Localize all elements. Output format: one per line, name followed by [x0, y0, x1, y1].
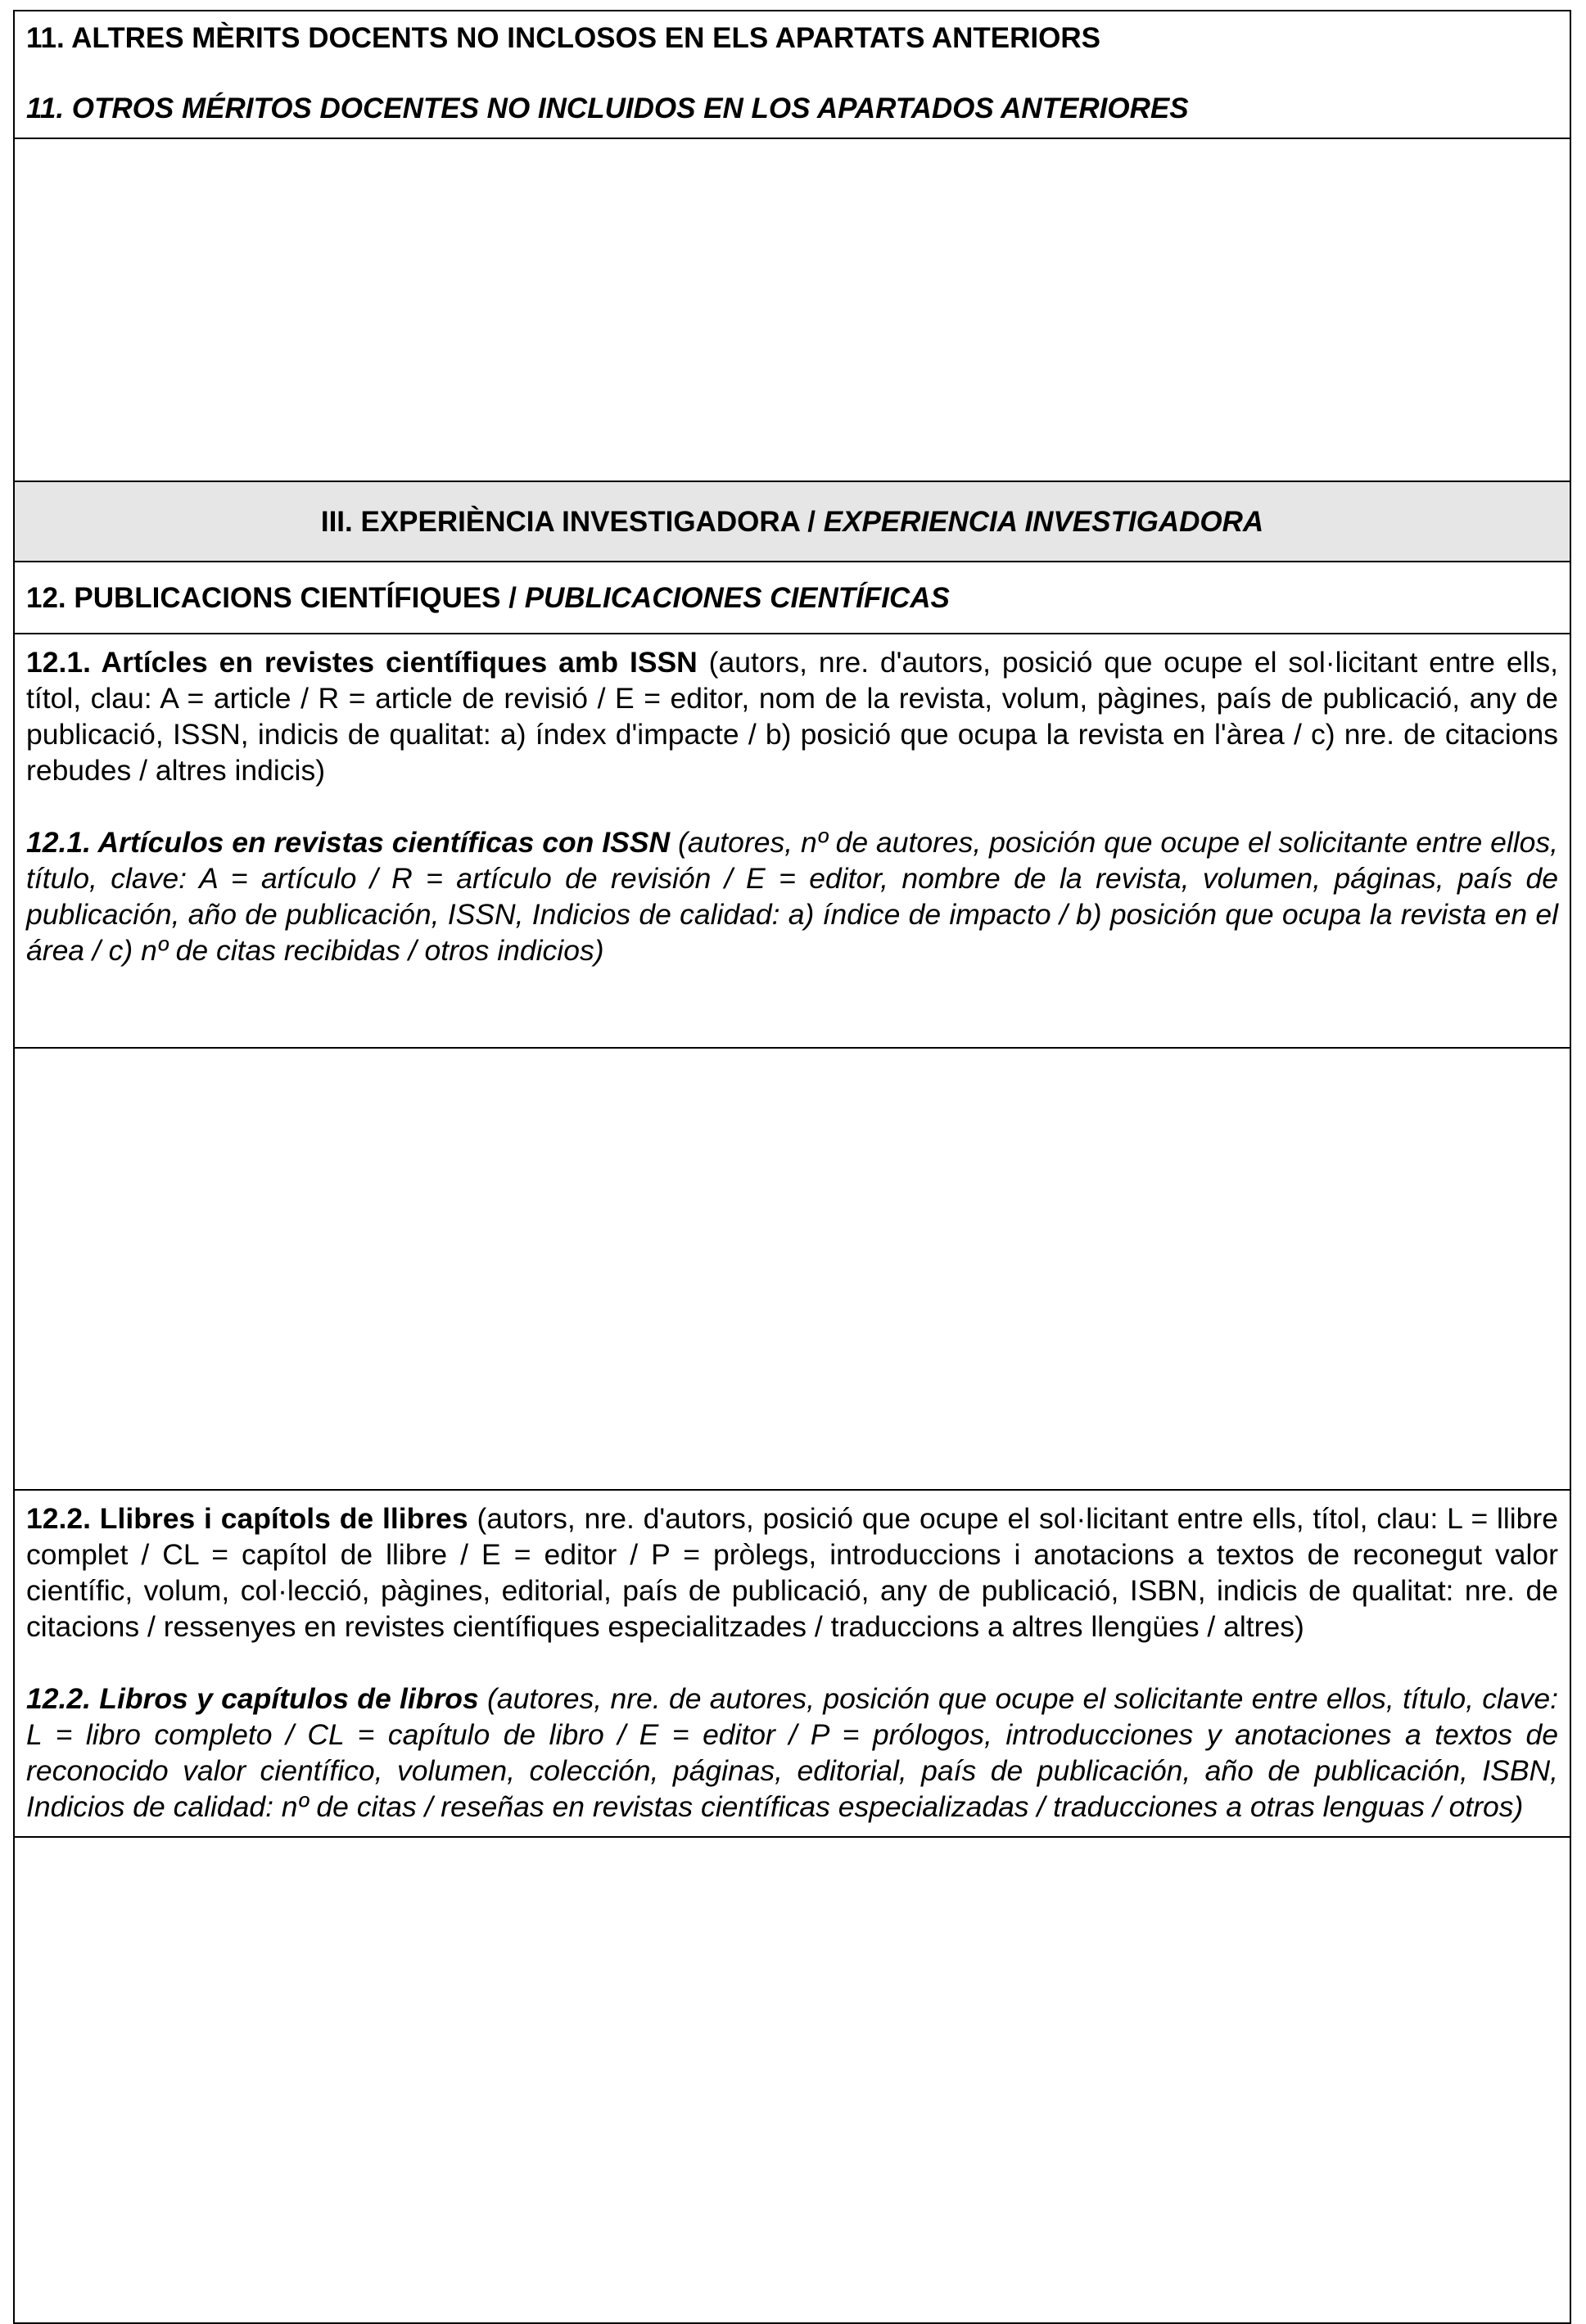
section-12-header	[15, 562, 1570, 634]
item-12-1-title-ca: 12.1. Artícles en revistes científiques amb ISSN	[26, 646, 698, 679]
item-12-1-input-area[interactable]	[15, 1049, 1570, 1491]
item-12-2-detail-es: (autores, nre. de autores, posición que ocupe el solicitante entre ellos, título, clave: L = libro completo / CL = capítulo de libro / E = editor / P = prólogos, introducciones y anotaciones a textos de reconocido valor científico, volumen, colección, páginas, editorial, país de publicación, año de publicación, ISBN, Indicios de calidad: nº de citas / reseñas en revistas científicas especializadas / traducciones a otras lenguas / otros)	[26, 1682, 1558, 1823]
section-iii-title-ca: III. EXPERIÈNCIA INVESTIGADORA /	[320, 506, 824, 538]
section-iii-header	[15, 482, 1570, 562]
section-11-input-area[interactable]	[15, 139, 1570, 482]
cv-form-table	[13, 10, 1571, 2324]
item-12-1-title-es: 12.1. Artículos en revistas científicas con ISSN	[26, 826, 671, 859]
item-12-2-title-ca: 12.2. Llibres i capítols de llibres	[26, 1502, 468, 1535]
item-12-1-detail-es: (autores, nº de autores, posición que ocupe el solicitante entre ellos, título, clave: A = artículo / R = artículo de revisión / E = editor, nombre de la revista, volumen, páginas, país de publicación, año de publicación, ISSN, Indicios de calidad: a) índice de impacto / b) posición que ocupa la revista en el área / c) nº de citas recibidas / otros indicios)	[26, 826, 1558, 967]
item-12-1-detail-ca: (autors, nre. d'autors, posició que ocupe el sol·licitant entre ells, títol, clau: A = article / R = article de revisió / E = editor, nom de la revista, volum, pàgines, país de publicació, any de publicació, ISSN, indicis de qualitat: a) índex d'impacte / b) posició que ocupa la revista en l'àrea / c) nre. de citacions rebudes / altres indicis)	[26, 646, 1558, 787]
item-12-1-text-ca	[26, 644, 1558, 788]
item-12-1-text-es	[26, 824, 1558, 968]
item-12-2-text-ca	[26, 1500, 1558, 1645]
section-11-header	[15, 11, 1570, 139]
item-12-1-description	[15, 634, 1570, 1049]
section-11-title-es: 11. OTROS MÉRITOS DOCENTES NO INCLUIDOS EN LOS APARTADOS ANTERIORES	[26, 93, 1189, 124]
section-12-title-es: PUBLICACIONES CIENTÍFICAS	[524, 582, 950, 614]
item-12-2-text-es	[26, 1681, 1558, 1825]
item-12-2-title-es: 12.2. Libros y capítulos de libros	[26, 1682, 479, 1715]
item-12-2-detail-ca: (autors, nre. d'autors, posició que ocupe el sol·licitant entre ells, títol, clau: L = llibre complet / CL = capítol de llibre / E = editor / P = pròlegs, introduccions i anotacions a textos de reconegut valor científic, volum, col·lecció, pàgines, editorial, país de publicació, any de publicació, ISBN, indicis de qualitat: nre. de citacions / ressenyes en revistes científiques especialitzades / traduccions a altres llengües / altres)	[26, 1502, 1558, 1643]
item-12-2-description	[15, 1491, 1570, 1838]
section-12-title-ca: 12. PUBLICACIONS CIENTÍFIQUES /	[26, 582, 525, 614]
item-12-2-input-area[interactable]	[15, 1838, 1570, 2324]
section-iii-title-es: EXPERIENCIA INVESTIGADORA	[823, 506, 1264, 538]
section-11-title-ca: 11. ALTRES MÈRITS DOCENTS NO INCLOSOS EN ELS APARTATS ANTERIORS	[26, 22, 1100, 54]
